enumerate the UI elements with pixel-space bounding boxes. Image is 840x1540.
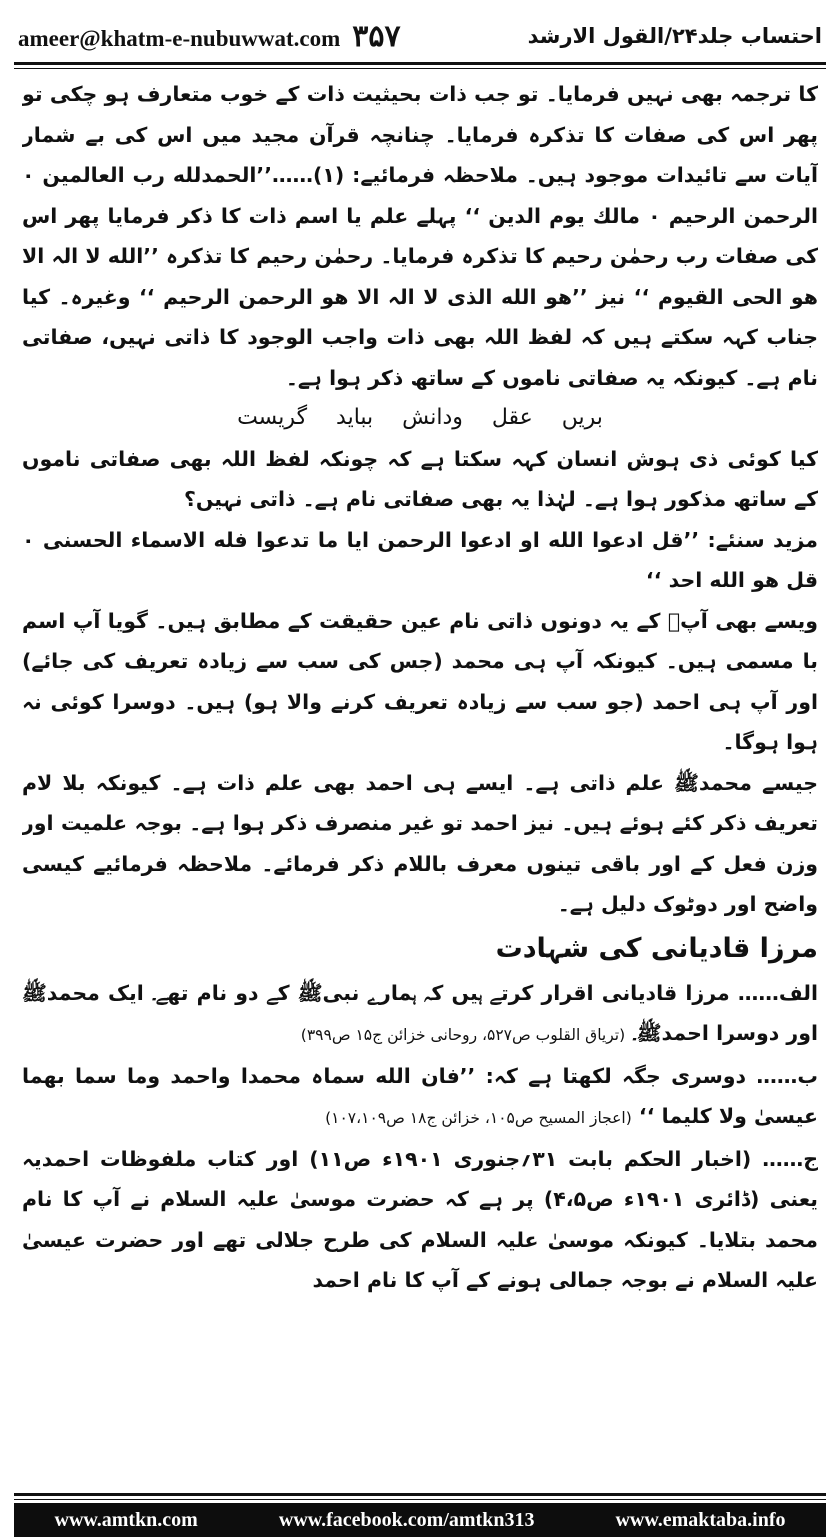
page-body: [22, 74, 818, 1454]
footer-link-facebook[interactable]: www.facebook.com/amtkn313: [278, 1508, 535, 1531]
paragraph-2: کیا کوئی ذی ہوش انسان کہہ سکتا ہے کہ چونکہ لفظ اللہ بھی صفاتی ناموں کے ساتھ مذکور ہوا ہے۔ لہٰذا یہ بھی صفاتی نام ہے۔ ذاتی نہیں؟: [22, 446, 818, 511]
page-footer: [14, 1503, 826, 1537]
book-title: احتساب جلد۲۴/القول الارشد: [527, 24, 822, 48]
point-be-reference: (اعجاز المسیح ص۱۰۵، خزائن ج۱۸ ص۱۰۷،۱۰۹): [325, 1109, 632, 1127]
header-email: ameer@khatm-e-nubuwwat.com: [18, 25, 341, 51]
persian-couplet: بریں عقل ودانش بباید گریست: [237, 405, 603, 430]
point-jeem: ج…… (اخبار الحکم بابت ۳۱؍جنوری ۱۹۰۱ء ص۱۱) اور کتاب ملفوظات احمدیہ یعنی (ڈائری ۱۹۰۱ء ص۴،۵) پر ہے کہ حضرت موسیٰ علیہ السلام نے آپ کا نام محمد بتلایا۔ کیونکہ موسیٰ علیہ السلام کی طرح جلالی تھے اور حضرت عیسیٰ علیہ السلام نے بوجہ جمالی ہونے کے آپ کا نام احمد: [22, 1146, 818, 1292]
point-be: [22, 1056, 818, 1139]
paragraph-1: کا ترجمہ بھی نہیں فرمایا۔ تو جب ذات بحیثیت ذات کے خوب متعارف ہو چکی تو پھر اس کی صفات کا تذکرہ فرمایا۔ چنانچہ قرآن مجید میں اس کی بے شمار آیات سے تائیدات موجود ہیں۔ ملاحظہ فرمائیے: (۱)……’’الحمدلله رب العالمین ۰ الرحمن الرحیم ۰ مالك یوم الدین ‘‘ پہلے علم یا اسم ذات کا ذکر فرمایا پھر اس کی صفات رب رحمٰن رحیم کا تذکرہ فرمایا۔ رحمٰن رحیم کا تذکرہ ’’الله لا الہ الا ھو الحی القیوم ‘‘ نیز ’’ھو الله الذی لا الہ الا ھو الرحمن الرحیم ‘‘ وغیرہ۔ کیا جناب کہہ سکتے ہیں کہ لفظ اللہ بھی ذات واجب الوجود کا ذاتی نہیں، صفاتی نام ہے۔ کیونکہ یہ صفاتی ناموں کے ساتھ ذکر ہوا ہے۔: [22, 82, 818, 390]
point-be-text: ب…… دوسری جگہ لکھتا ہے کہ: ’’فان الله سماہ محمدا واحمد وما سما بھما عیسیٰ ولا کلیما ‘‘: [22, 1063, 818, 1128]
header-rule-thick: [14, 62, 826, 65]
header-rule-thin: [14, 68, 826, 69]
section-heading: مرزا قادیانی کی شہادت: [495, 932, 818, 964]
header-left: [18, 19, 401, 54]
footer-rule-thick: [14, 1493, 826, 1496]
page-number: ۳۵۷: [352, 18, 401, 54]
paragraph-3: مزید سنئے: ’’قل ادعوا الله او ادعوا الرحمن ایا ما تدعوا فله الاسماء الحسنی ۰ قل ھو الله احد ‘‘: [22, 527, 818, 592]
point-alif: [22, 973, 818, 1056]
footer-link-emaktaba[interactable]: www.emaktaba.info: [615, 1508, 786, 1531]
point-alif-text: الف…… مرزا قادیانی اقرار کرتے ہیں کہ ہمارے نبیﷺ کے دو نام تھے۔ ایک محمدﷺ اور دوسرا احمدﷺ۔: [22, 980, 818, 1045]
footer-rule-thin: [14, 1499, 826, 1500]
paragraph-4: ویسے بھی آپؐ کے یہ دونوں ذاتی نام عین حقیقت کے مطابق ہیں۔ گویا آپ اسم با مسمی ہیں۔ کیونکہ آپ ہی محمد (جس کی سب سے زیادہ تعریف کی جائے) اور آپ ہی احمد (جو سب سے زیادہ تعریف کرنے والا ہو) ہیں۔ دوسرا کوئی نہ ہوا ہوگا۔: [22, 608, 818, 754]
footer-link-amtkn[interactable]: www.amtkn.com: [54, 1508, 198, 1531]
paragraph-5: جیسے محمدﷺ علم ذاتی ہے۔ ایسے ہی احمد بھی علم ذات ہے۔ کیونکہ بلا لام تعریف ذکر کئے ہوئے ہیں۔ نیز احمد تو غیر منصرف ذکر ہوا ہے۔ بوجہ علمیت اور وزن فعل کے اور باقی تینوں معرف باللام ذکر فرمائے۔ ملاحظہ فرمائیے کیسی واضح اور دوٹوک دلیل ہے۔: [22, 770, 818, 916]
point-alif-reference: (تریاق القلوب ص۵۲۷، روحانی خزائن ج۱۵ ص۳۹۹): [300, 1026, 626, 1044]
page-header: [18, 14, 822, 58]
